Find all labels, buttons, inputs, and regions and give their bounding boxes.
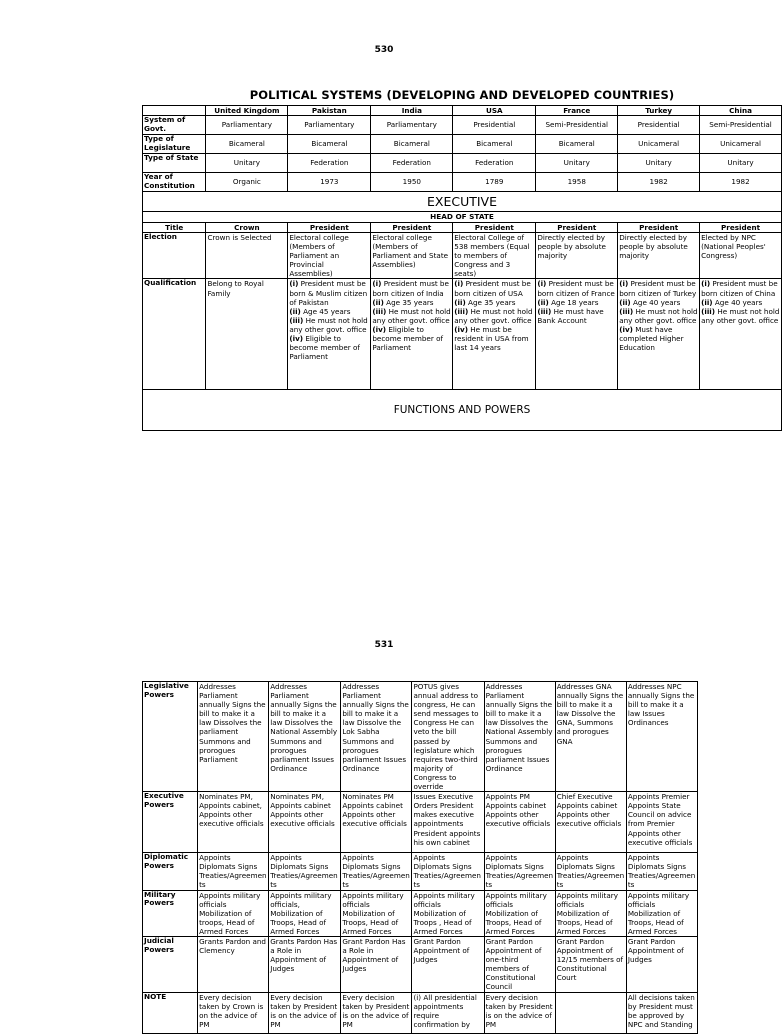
comparison-table-executive [142, 105, 782, 431]
item-prefix: (ii) [619, 297, 631, 307]
country-header: Pakistan [288, 106, 371, 116]
table-cell: Belong to Royal Family [206, 279, 288, 390]
table-cell: Grants Pardon and Clemency [198, 936, 269, 992]
row-qualification [143, 279, 782, 390]
row-label: Title [143, 223, 206, 233]
table-cell: President [618, 223, 700, 233]
executive-heading: EXECUTIVE [143, 192, 782, 212]
row-label: Legislative Powers [143, 682, 198, 792]
table-cell: Semi-Presidential [700, 116, 782, 135]
item-text: He must be resident in USA from last 14 years [454, 324, 529, 353]
table-cell: Appoints military officials Mobilization of Troops, Head of Armed Forces [484, 890, 555, 936]
table-cell: President [700, 223, 782, 233]
item-text: President must be born citizen of Turkey [619, 279, 697, 298]
item-text: President must be born citizen of India [372, 279, 449, 298]
table-cell: Bicameral [371, 135, 453, 154]
table-cell: Appoints military officials, Mobilization of Troops, Head of Armed Forces [269, 890, 341, 936]
row-election [143, 233, 782, 279]
item-text: He must not hold any other govt. office [289, 315, 368, 334]
item-text: Age 35 years [383, 297, 434, 307]
table-cell: Unitary [536, 154, 618, 173]
row-title [143, 223, 782, 233]
table-cell: President [453, 223, 536, 233]
item-prefix: (i) [454, 279, 464, 289]
table-cell: Unitary [700, 154, 782, 173]
item-prefix: (iv) [619, 324, 633, 334]
item-prefix: (i) [701, 279, 711, 289]
table-cell: Every decision taken by President is on the advice of PM [341, 992, 412, 1033]
table-cell: Every decision taken by President is on the advice of PM [484, 992, 555, 1033]
item-text: Age 40 years [630, 297, 681, 307]
document-title: POLITICAL SYSTEMS (DEVELOPING AND DEVELOPED COUNTRIES) [249, 88, 675, 102]
table-cell: Chief Executive Appoints cabinet Appoints other executive officials [555, 792, 626, 853]
item-text: President must be born citizen of USA [454, 279, 531, 298]
table-cell: 1973 [288, 173, 371, 192]
row-label: Election [143, 233, 206, 279]
item-prefix: (iii) [701, 306, 716, 316]
country-header: Turkey [618, 106, 700, 116]
table-cell: Addresses Parliament annually Signs the bill to make it a law Dissolve the Lok Sabha Summons and prorogues parliament Issues Ordinance [341, 682, 412, 792]
row-label: System of Govt. [143, 116, 206, 135]
item-prefix: (i) [289, 279, 299, 289]
functions-heading-row [143, 390, 782, 431]
table-cell: (i) All presidential appointments require confirmation by [412, 992, 484, 1033]
item-prefix: (ii) [454, 297, 466, 307]
table-cell: Parliamentary [206, 116, 288, 135]
row-legislative-powers [143, 682, 698, 792]
item-text: Age 35 years [465, 297, 516, 307]
row-diplomatic-powers [143, 853, 698, 890]
table-cell: Unicameral [700, 135, 782, 154]
table-cell: Addresses NPC annually Signs the bill to make it a law Issues Ordinances [626, 682, 697, 792]
page-number: 531 [374, 640, 394, 650]
table-cell: Unitary [618, 154, 700, 173]
row-year-of-constitution [143, 173, 782, 192]
head-of-state-heading: HEAD OF STATE [143, 212, 782, 223]
item-prefix: (iii) [289, 315, 304, 325]
row-label: Year of Constitution [143, 173, 206, 192]
item-prefix: (iii) [372, 306, 387, 316]
table-cell: Every decision taken by Crown is on the advice of PM [198, 992, 269, 1033]
table-cell [453, 279, 536, 390]
table-cell: 1958 [536, 173, 618, 192]
row-system-of-govt [143, 116, 782, 135]
table-cell: Nominates PM, Appoints cabinet Appoints other executive officials [269, 792, 341, 853]
table-cell [700, 279, 782, 390]
row-executive-powers [143, 792, 698, 853]
country-header-row [143, 106, 782, 116]
table-cell: 1789 [453, 173, 536, 192]
item-prefix: (iv) [372, 324, 387, 334]
item-text: Age 40 years [712, 297, 763, 307]
table-cell: Crown is Selected [206, 233, 288, 279]
row-label: Diplomatic Powers [143, 853, 198, 890]
table-cell: Bicameral [288, 135, 371, 154]
table-cell: Grant Pardon Has a Role in Appointment of Judges [341, 936, 412, 992]
table-cell: Elected by NPC (National Peoples' Congress) [700, 233, 782, 279]
table-cell: Federation [371, 154, 453, 173]
table-cell: Appoints military officials Mobilization of Troops , Head of Armed Forces [412, 890, 484, 936]
table-cell: Federation [288, 154, 371, 173]
table-cell: Grant Pardon Appointment of Judges [412, 936, 484, 992]
item-prefix: (iii) [454, 306, 469, 316]
table-cell: Appoints Diplomats Signs Treaties/Agreements [484, 853, 555, 890]
item-prefix: (ii) [372, 297, 384, 307]
item-text: He must not hold any other govt. office [454, 306, 533, 325]
row-label: Military Powers [143, 890, 198, 936]
item-prefix: (ii) [537, 297, 549, 307]
table-cell: 1982 [618, 173, 700, 192]
item-text: President must be born & Muslim citizen of Pakistan [289, 279, 368, 307]
table-cell: Parliamentary [371, 116, 453, 135]
table-cell [288, 279, 371, 390]
table-cell: Appoints Diplomats Signs Treaties/Agreements [269, 853, 341, 890]
table-cell: Unicameral [618, 135, 700, 154]
table-cell: Addresses GNA annually Signs the bill to make it a law Dissolve the GNA, Summons and prorogues GNA [555, 682, 626, 792]
item-text: Age 18 years [548, 297, 599, 307]
table-cell: 1982 [700, 173, 782, 192]
table-cell: Appoints military officials Mobilization of troops, Head of Armed Forces [198, 890, 269, 936]
table-cell: Appoints Premier Appoints State Council on advice from Premier Appoints other executive officials [626, 792, 697, 853]
table-cell: President [288, 223, 371, 233]
table-cell: Appoints military officials Mobilization of Troops, Head of Armed Forces [555, 890, 626, 936]
item-text: Eligible to become member of Parliament [372, 324, 443, 353]
row-label: Executive Powers [143, 792, 198, 853]
country-header: India [371, 106, 453, 116]
table-cell: Presidential [618, 116, 700, 135]
comparison-table-powers [142, 681, 698, 1034]
item-prefix: (i) [537, 279, 547, 289]
table-cell: Appoints Diplomats Signs Treaties/Agreements [555, 853, 626, 890]
table-cell [618, 279, 700, 390]
item-text: Age 45 years [300, 306, 351, 316]
table-cell: Directly elected by people by absolute majority [618, 233, 700, 279]
item-prefix: (i) [372, 279, 382, 289]
item-text: President must be born citizen of China [701, 279, 778, 298]
row-label: Type of Legislature [143, 135, 206, 154]
table-cell: Grant Pardon Appointment of one-third members of Constitutional Council [484, 936, 555, 992]
country-header: USA [453, 106, 536, 116]
table-cell: Organic [206, 173, 288, 192]
table-cell: Addresses Parliament annually Signs the bill to make it a law Dissolves the parliament Summons and prorogues Parliament [198, 682, 269, 792]
table-cell: Every decision taken by President is on the advice of PM [269, 992, 341, 1033]
item-text: Must have completed Higher Education [619, 324, 684, 353]
country-header: China [700, 106, 782, 116]
table-cell: Appoints Diplomats Signs Treaties/Agreements [626, 853, 697, 890]
head-of-state-row [143, 212, 782, 223]
table-cell: President [536, 223, 618, 233]
table-cell: 1950 [371, 173, 453, 192]
table-cell: Unitary [206, 154, 288, 173]
table-cell: Electoral College of 538 members (Equal to members of Congress and 3 seats) [453, 233, 536, 279]
row-label: Judicial Powers [143, 936, 198, 992]
item-text: He must not hold any other govt. office [619, 306, 698, 325]
table-cell: Addresses Parliament annually Signs the bill to make it a law Dissolves the National Assembly Summons and prorogues parliament Issues Ordinance [269, 682, 341, 792]
country-header: United Kingdom [206, 106, 288, 116]
item-prefix: (iii) [537, 306, 552, 316]
table-cell: Appoints military officials Mobilization of Troops, Head of Armed Forces [341, 890, 412, 936]
executive-heading-row [143, 192, 782, 212]
table-cell [536, 279, 618, 390]
table-cell: Addresses Parliament annually Signs the bill to make it a law Dissolves the National Assembly Summons and prorogues parliament Issues Ordinance [484, 682, 555, 792]
table-cell: Appoints military officials Mobilization of Troops, Head of Armed Forces [626, 890, 697, 936]
table-cell: All decisions taken by President must be approved by NPC and Standing [626, 992, 697, 1033]
table-cell: Directly elected by people by absolute majority [536, 233, 618, 279]
item-prefix: (iv) [454, 324, 468, 334]
table-cell: Presidential [453, 116, 536, 135]
table-cell: Nominates PM Appoints cabinet Appoints other executive officials [341, 792, 412, 853]
item-prefix: (i) [619, 279, 629, 289]
table-cell: Appoints Diplomats Signs Treaties/Agreements [412, 853, 484, 890]
functions-and-powers-heading: FUNCTIONS AND POWERS [143, 390, 782, 431]
table-cell [555, 992, 626, 1033]
table-cell: Crown [206, 223, 288, 233]
corner-cell [143, 106, 206, 116]
table-cell: Parliamentary [288, 116, 371, 135]
item-prefix: (iii) [619, 306, 634, 316]
item-prefix: (iv) [289, 334, 304, 344]
row-note [143, 992, 698, 1033]
item-text: President must be born citizen of France [537, 279, 615, 298]
table-cell: Issues Executive Orders President makes executive appointments President appoints his own cabinet [412, 792, 484, 853]
item-text: He must not hold any other govt. office [701, 306, 780, 325]
row-judicial-powers [143, 936, 698, 992]
item-prefix: (ii) [701, 297, 713, 307]
page-number: 530 [374, 45, 394, 55]
table-cell: Semi-Presidential [536, 116, 618, 135]
table-cell: Electoral college (Members of Parliament and State Assemblies) [371, 233, 453, 279]
row-label: Type of State [143, 154, 206, 173]
table-cell: Grant Pardon Appointment of 12/15 members of Constitutional Court [555, 936, 626, 992]
table-cell: Bicameral [206, 135, 288, 154]
row-military-powers [143, 890, 698, 936]
row-label: Qualification [143, 279, 206, 390]
item-prefix: (ii) [289, 306, 301, 316]
item-text: He must not hold any other govt. office [372, 306, 451, 325]
table-cell: Federation [453, 154, 536, 173]
row-type-of-legislature [143, 135, 782, 154]
table-cell: POTUS gives annual address to congress, He can send messages to Congress He can veto the bill passed by legislature which requires two-third majority of Congress to override [412, 682, 484, 792]
table-cell: Grant Pardon Appointment of Judges [626, 936, 697, 992]
table-cell: Bicameral [453, 135, 536, 154]
table-cell: President [371, 223, 453, 233]
row-label: NOTE [143, 992, 198, 1033]
table-cell: Appoints Diplomats Signs Treaties/Agreements [341, 853, 412, 890]
item-text: He must have Bank Account [537, 306, 604, 325]
table-cell [371, 279, 453, 390]
table-cell: Appoints Diplomats Signs Treaties/Agreements [198, 853, 269, 890]
table-cell: Electoral college (Members of Parliament an Provincial Assemblies) [288, 233, 371, 279]
table-cell: Bicameral [536, 135, 618, 154]
table-cell: Grants Pardon Has a Role in Appointment of Judges [269, 936, 341, 992]
table-cell: Nominates PM, Appoints cabinet, Appoints other executive officials [198, 792, 269, 853]
table-cell: Appoints PM Appoints cabinet Appoints other executive officials [484, 792, 555, 853]
country-header: France [536, 106, 618, 116]
row-type-of-state [143, 154, 782, 173]
item-text: Eligible to become member of Parliament [289, 334, 360, 362]
